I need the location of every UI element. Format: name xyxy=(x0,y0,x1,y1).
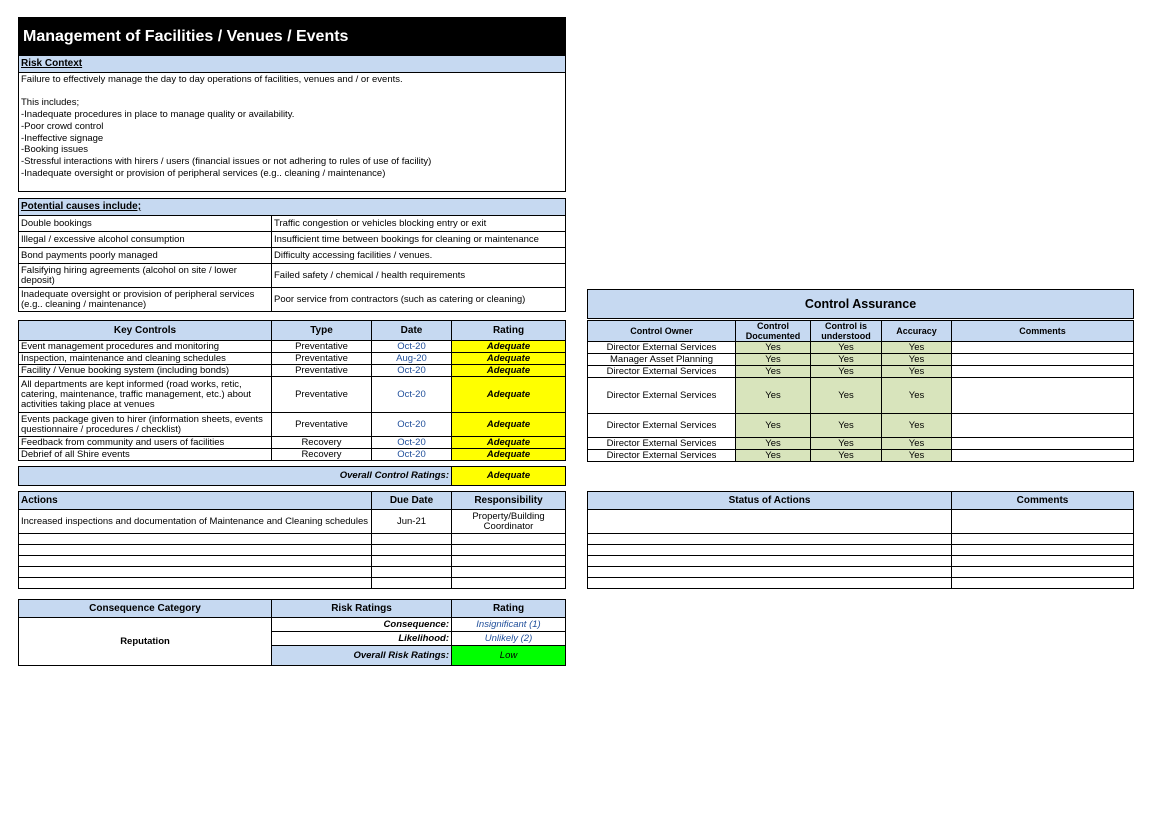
context-line: -Inadequate procedures in place to manage quality or availability. xyxy=(21,109,295,121)
table-row xyxy=(588,450,1134,462)
context-line xyxy=(21,86,563,98)
date-cell: Oct-20 xyxy=(372,365,452,377)
understood-cell: Yes xyxy=(811,450,882,462)
documented-cell: Yes xyxy=(736,438,811,450)
table-row xyxy=(19,510,566,534)
comments-cell xyxy=(952,342,1134,354)
accuracy-cell: Yes xyxy=(882,414,952,438)
control-documented-header: Control Documented xyxy=(736,321,811,342)
type-cell: Preventative xyxy=(272,413,372,437)
table-row xyxy=(19,437,566,449)
control-cell: Feedback from community and users of facilities xyxy=(19,437,272,449)
table-row xyxy=(588,414,1134,438)
table-row xyxy=(19,365,566,377)
rating-header: Rating xyxy=(452,600,566,618)
date-cell: Oct-20 xyxy=(372,341,452,353)
understood-cell: Yes xyxy=(811,438,882,450)
comments-cell xyxy=(952,438,1134,450)
page-title: Management of Facilities / Venues / Events xyxy=(18,17,566,56)
context-line: -Poor crowd control xyxy=(21,120,104,132)
rating-cell: Adequate xyxy=(452,341,566,353)
accuracy-cell: Yes xyxy=(882,342,952,354)
table-row xyxy=(19,567,566,578)
comments-cell xyxy=(952,450,1134,462)
rating-cell: Adequate xyxy=(452,437,566,449)
cause-cell: Traffic congestion or vehicles blocking entry or exit xyxy=(272,216,566,232)
table-row xyxy=(588,534,1134,545)
potential-causes-section xyxy=(18,198,566,312)
likelihood-label: Likelihood: xyxy=(272,632,452,646)
date-cell: Oct-20 xyxy=(372,377,452,413)
rating-cell: Adequate xyxy=(452,377,566,413)
table-row xyxy=(588,578,1134,589)
cause-cell: Inadequate oversight or provision of peripheral services (e.g.. cleaning / maintenance) xyxy=(19,288,272,312)
cause-cell: Illegal / excessive alcohol consumption xyxy=(19,232,272,248)
comments-cell xyxy=(952,378,1134,414)
overall-risk-rating: Low xyxy=(452,646,566,666)
documented-cell: Yes xyxy=(736,414,811,438)
control-assurance-table xyxy=(587,320,1134,462)
table-row xyxy=(19,578,566,589)
likelihood-value: Unlikely (2) xyxy=(452,632,566,646)
rating-header: Rating xyxy=(452,321,566,341)
understood-cell: Yes xyxy=(811,354,882,366)
date-cell: Oct-20 xyxy=(372,449,452,461)
accuracy-cell: Yes xyxy=(882,366,952,378)
context-line: -Stressful interactions with hirers / users (financial issues or not adhering to rules of use of facility) xyxy=(21,155,432,167)
table-row xyxy=(19,556,566,567)
control-cell: Facility / Venue booking system (including bonds) xyxy=(19,365,272,377)
owner-cell: Director External Services xyxy=(588,378,736,414)
cause-cell: Falsifying hiring agreements (alcohol on site / lower deposit) xyxy=(19,264,272,288)
consequence-section xyxy=(18,599,566,666)
table-row xyxy=(588,567,1134,578)
cause-cell: Insufficient time between bookings for cleaning or maintenance xyxy=(272,232,566,248)
comments-cell xyxy=(952,354,1134,366)
context-line: Failure to effectively manage the day to day operations of facilities, venues and / or events. xyxy=(21,74,403,85)
overall-control-section xyxy=(18,466,566,486)
control-understood-header: Control is understood xyxy=(811,321,882,342)
cause-cell: Poor service from contractors (such as catering or cleaning) xyxy=(272,288,566,312)
context-line: -Inadequate oversight or provision of peripheral services (e.g.. cleaning / maintenance) xyxy=(21,167,386,179)
status-actions-section xyxy=(587,491,1134,589)
consequence-table xyxy=(18,599,566,666)
table-row xyxy=(19,413,566,437)
key-controls-section xyxy=(18,320,566,461)
risk-context-header: Risk Context xyxy=(18,56,566,73)
due-date-header: Due Date xyxy=(372,492,452,510)
documented-cell: Yes xyxy=(736,378,811,414)
table-row xyxy=(588,556,1134,567)
table-row xyxy=(19,353,566,365)
table-row xyxy=(588,342,1134,354)
date-cell: Oct-20 xyxy=(372,437,452,449)
table-row xyxy=(19,377,566,413)
context-line: This includes; xyxy=(21,97,80,109)
accuracy-cell: Yes xyxy=(882,450,952,462)
overall-control-table xyxy=(18,466,566,486)
understood-cell: Yes xyxy=(811,378,882,414)
type-cell: Recovery xyxy=(272,449,372,461)
understood-cell: Yes xyxy=(811,342,882,354)
consequence-category-header: Consequence Category xyxy=(19,600,272,618)
type-cell: Preventative xyxy=(272,341,372,353)
type-cell: Preventative xyxy=(272,377,372,413)
action-cell: Increased inspections and documentation of Maintenance and Cleaning schedules xyxy=(19,510,372,534)
cause-cell: Difficulty accessing facilities / venues. xyxy=(272,248,566,264)
rating-cell: Adequate xyxy=(452,365,566,377)
documented-cell: Yes xyxy=(736,342,811,354)
rating-cell: Adequate xyxy=(452,449,566,461)
comments-cell xyxy=(952,366,1134,378)
consequence-value: Insignificant (1) xyxy=(452,618,566,632)
type-cell: Preventative xyxy=(272,353,372,365)
table-row xyxy=(588,378,1134,414)
table-row xyxy=(19,341,566,353)
potential-causes-table xyxy=(18,198,566,312)
control-cell: Event management procedures and monitoring xyxy=(19,341,272,353)
date-header: Date xyxy=(372,321,452,341)
consequence-category: Reputation xyxy=(19,618,272,666)
context-line: -Ineffective signage xyxy=(21,132,104,144)
cause-cell: Bond payments poorly managed xyxy=(19,248,272,264)
key-controls-table xyxy=(18,320,566,461)
owner-cell: Director External Services xyxy=(588,414,736,438)
accuracy-cell: Yes xyxy=(882,378,952,414)
table-row xyxy=(19,545,566,556)
understood-cell: Yes xyxy=(811,366,882,378)
documented-cell: Yes xyxy=(736,354,811,366)
understood-cell: Yes xyxy=(811,414,882,438)
cause-cell: Failed safety / chemical / health requirements xyxy=(272,264,566,288)
responsibility-cell: Property/Building Coordinator xyxy=(452,510,566,534)
control-cell: Inspection, maintenance and cleaning schedules xyxy=(19,353,272,365)
comments-header: Comments xyxy=(952,321,1134,342)
actions-section xyxy=(18,491,566,589)
actions-table xyxy=(18,491,566,589)
overall-control-label: Overall Control Ratings: xyxy=(19,467,452,486)
owner-cell: Director External Services xyxy=(588,366,736,378)
key-controls-header: Key Controls xyxy=(19,321,272,341)
owner-cell: Manager Asset Planning xyxy=(588,354,736,366)
table-row xyxy=(588,545,1134,556)
accuracy-cell: Yes xyxy=(882,438,952,450)
risk-ratings-header: Risk Ratings xyxy=(272,600,452,618)
consequence-label: Consequence: xyxy=(272,618,452,632)
rating-cell: Adequate xyxy=(452,413,566,437)
rating-cell: Adequate xyxy=(452,353,566,365)
status-actions-table xyxy=(587,491,1134,589)
control-owner-header: Control Owner xyxy=(588,321,736,342)
status-of-actions-header: Status of Actions xyxy=(588,492,952,510)
table-row xyxy=(588,366,1134,378)
control-assurance-title: Control Assurance xyxy=(587,289,1134,319)
table-row xyxy=(588,510,1134,534)
context-line: -Booking issues xyxy=(21,144,89,156)
type-header: Type xyxy=(272,321,372,341)
table-row xyxy=(19,449,566,461)
date-cell: Oct-20 xyxy=(372,413,452,437)
documented-cell: Yes xyxy=(736,450,811,462)
overall-risk-label: Overall Risk Ratings: xyxy=(272,646,452,666)
cause-cell: Double bookings xyxy=(19,216,272,232)
owner-cell: Director External Services xyxy=(588,438,736,450)
overall-control-rating: Adequate xyxy=(452,467,566,486)
control-assurance-section xyxy=(587,320,1134,462)
table-row xyxy=(588,438,1134,450)
owner-cell: Director External Services xyxy=(588,342,736,354)
control-cell: Events package given to hirer (information sheets, events questionnaire / procedures / checklist) xyxy=(19,413,272,437)
table-row xyxy=(588,354,1134,366)
table-row xyxy=(19,534,566,545)
type-cell: Recovery xyxy=(272,437,372,449)
risk-context-body xyxy=(18,73,566,192)
comments-cell xyxy=(952,414,1134,438)
accuracy-header: Accuracy xyxy=(882,321,952,342)
documented-cell: Yes xyxy=(736,366,811,378)
actions-header: Actions xyxy=(19,492,372,510)
responsibility-header: Responsibility xyxy=(452,492,566,510)
control-cell: All departments are kept informed (road works, retic, catering, maintenance, traffic management, etc.) about activities taking place at venues xyxy=(19,377,272,413)
date-cell: Aug-20 xyxy=(372,353,452,365)
type-cell: Preventative xyxy=(272,365,372,377)
due-cell: Jun-21 xyxy=(372,510,452,534)
owner-cell: Director External Services xyxy=(588,450,736,462)
status-comments-header: Comments xyxy=(952,492,1134,510)
accuracy-cell: Yes xyxy=(882,354,952,366)
control-cell: Debrief of all Shire events xyxy=(19,449,272,461)
potential-causes-header: Potential causes include; xyxy=(19,199,566,216)
